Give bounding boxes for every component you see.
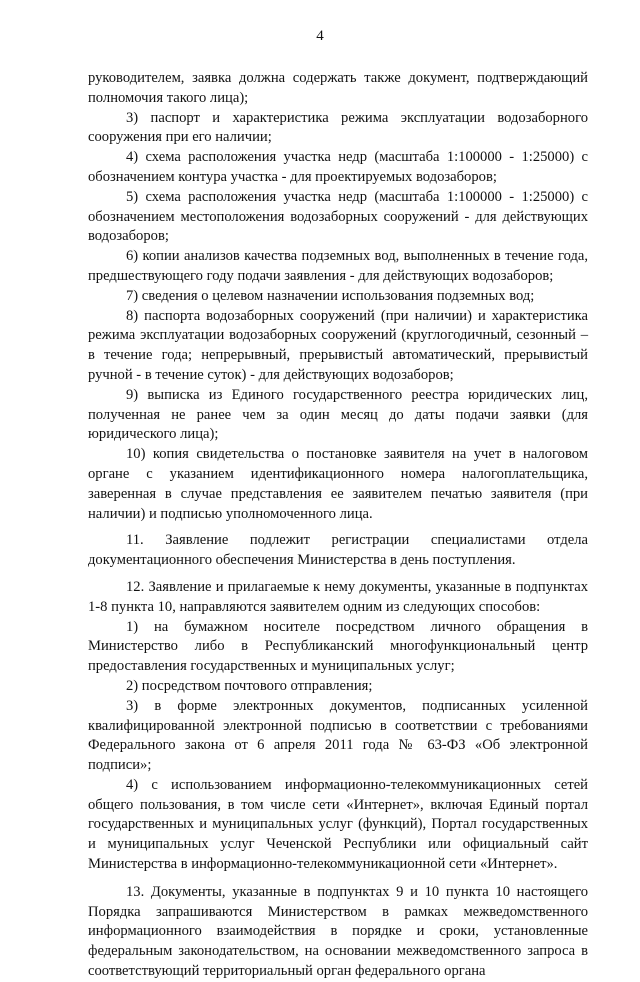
section-paragraph: 12. Заявление и прилагаемые к нему документы, указанные в подпунктах 1-8 пункта 10, направляются заявителем одним из следующих способов: (88, 578, 588, 615)
list-item: 10) копия свидетельства о постановке заявителя на учет в налоговом органе с указанием идентификационного номера налогоплательщика, заверенная в случае представления ее заявителем печатью заявителя (при наличии) и подписью уполномоченного лица. (88, 446, 588, 522)
list-item: 7) сведения о целевом назначении использования подземных вод; (126, 287, 535, 304)
section-paragraph: 13. Документы, указанные в подпунктах 9 и 10 пункта 10 настоящего Порядка запрашиваются Министерством в рамках межведомственного информационного взаимодействия в порядке и сроки, установленные федеральным законодательством, на основании межведомственного запроса в соответствующий территориальный орган федерального органа (88, 883, 588, 980)
list-item: 4) с использованием информационно-телекоммуникационных сетей общего пользования, в том числе сети «Интернет», включая Единый портал государственных и муниципальных услуг (функций), Портал государственных и муниципальных услуг Чеченской Республики или официальный сайт Министерства в информационно-телекоммуникационной сети «Интернет». (88, 776, 588, 873)
list-item: 4) схема расположения участка недр (масштаба 1:100000 - 1:25000) с обозначением контура участка - для проектируемых водозаборов; (88, 149, 588, 185)
page-number: 4 (316, 28, 324, 44)
list-item: 5) схема расположения участка недр (масштаба 1:100000 - 1:25000) с обозначением местоположения водозаборных сооружений - для действующих водозаборов; (88, 188, 588, 245)
list-item: 3) в форме электронных документов, подписанных усиленной квалифицированной электронной подписью в соответствии с требованиями Федерального закона от 6 апреля 2011 года № 63-ФЗ «Об электронной подписи»; (88, 697, 588, 774)
list-item: 1) на бумажном носителе посредством личного обращения в Министерство либо в Республиканский многофункциональный центр предоставления государственных и муниципальных услуг; (88, 618, 588, 675)
list-item: 6) копии анализов качества подземных вод, выполненных в течение года, предшествующего году подачи заявления - для действующих водозаборов; (88, 248, 588, 284)
paragraph: руководителем, заявка должна содержать также документ, подтверждающий полномочия такого лица); (88, 70, 588, 106)
list-item: 3) паспорт и характеристика режима эксплуатации водозаборного сооружения при его наличии; (88, 109, 588, 146)
list-item: 9) выписка из Единого государственного реестра юридических лиц, полученная не ранее чем за один месяц до даты подачи заявки (для юридического лица); (88, 386, 588, 443)
document-body (88, 69, 588, 982)
section-paragraph: 11. Заявление подлежит регистрации специалистами отдела документационного обеспечения Министерства в день поступления. (88, 532, 588, 569)
list-item: 8) паспорта водозаборных сооружений (при наличии) и характеристика режима эксплуатации водозаборных сооружений (круглогодичный, сезонный – в течение года; непрерывный, прерывистый автоматический, прерывистый ручной - в течение суток) - для действующих водозаборов; (88, 307, 588, 383)
list-item: 2) посредством почтового отправления; (126, 677, 373, 694)
